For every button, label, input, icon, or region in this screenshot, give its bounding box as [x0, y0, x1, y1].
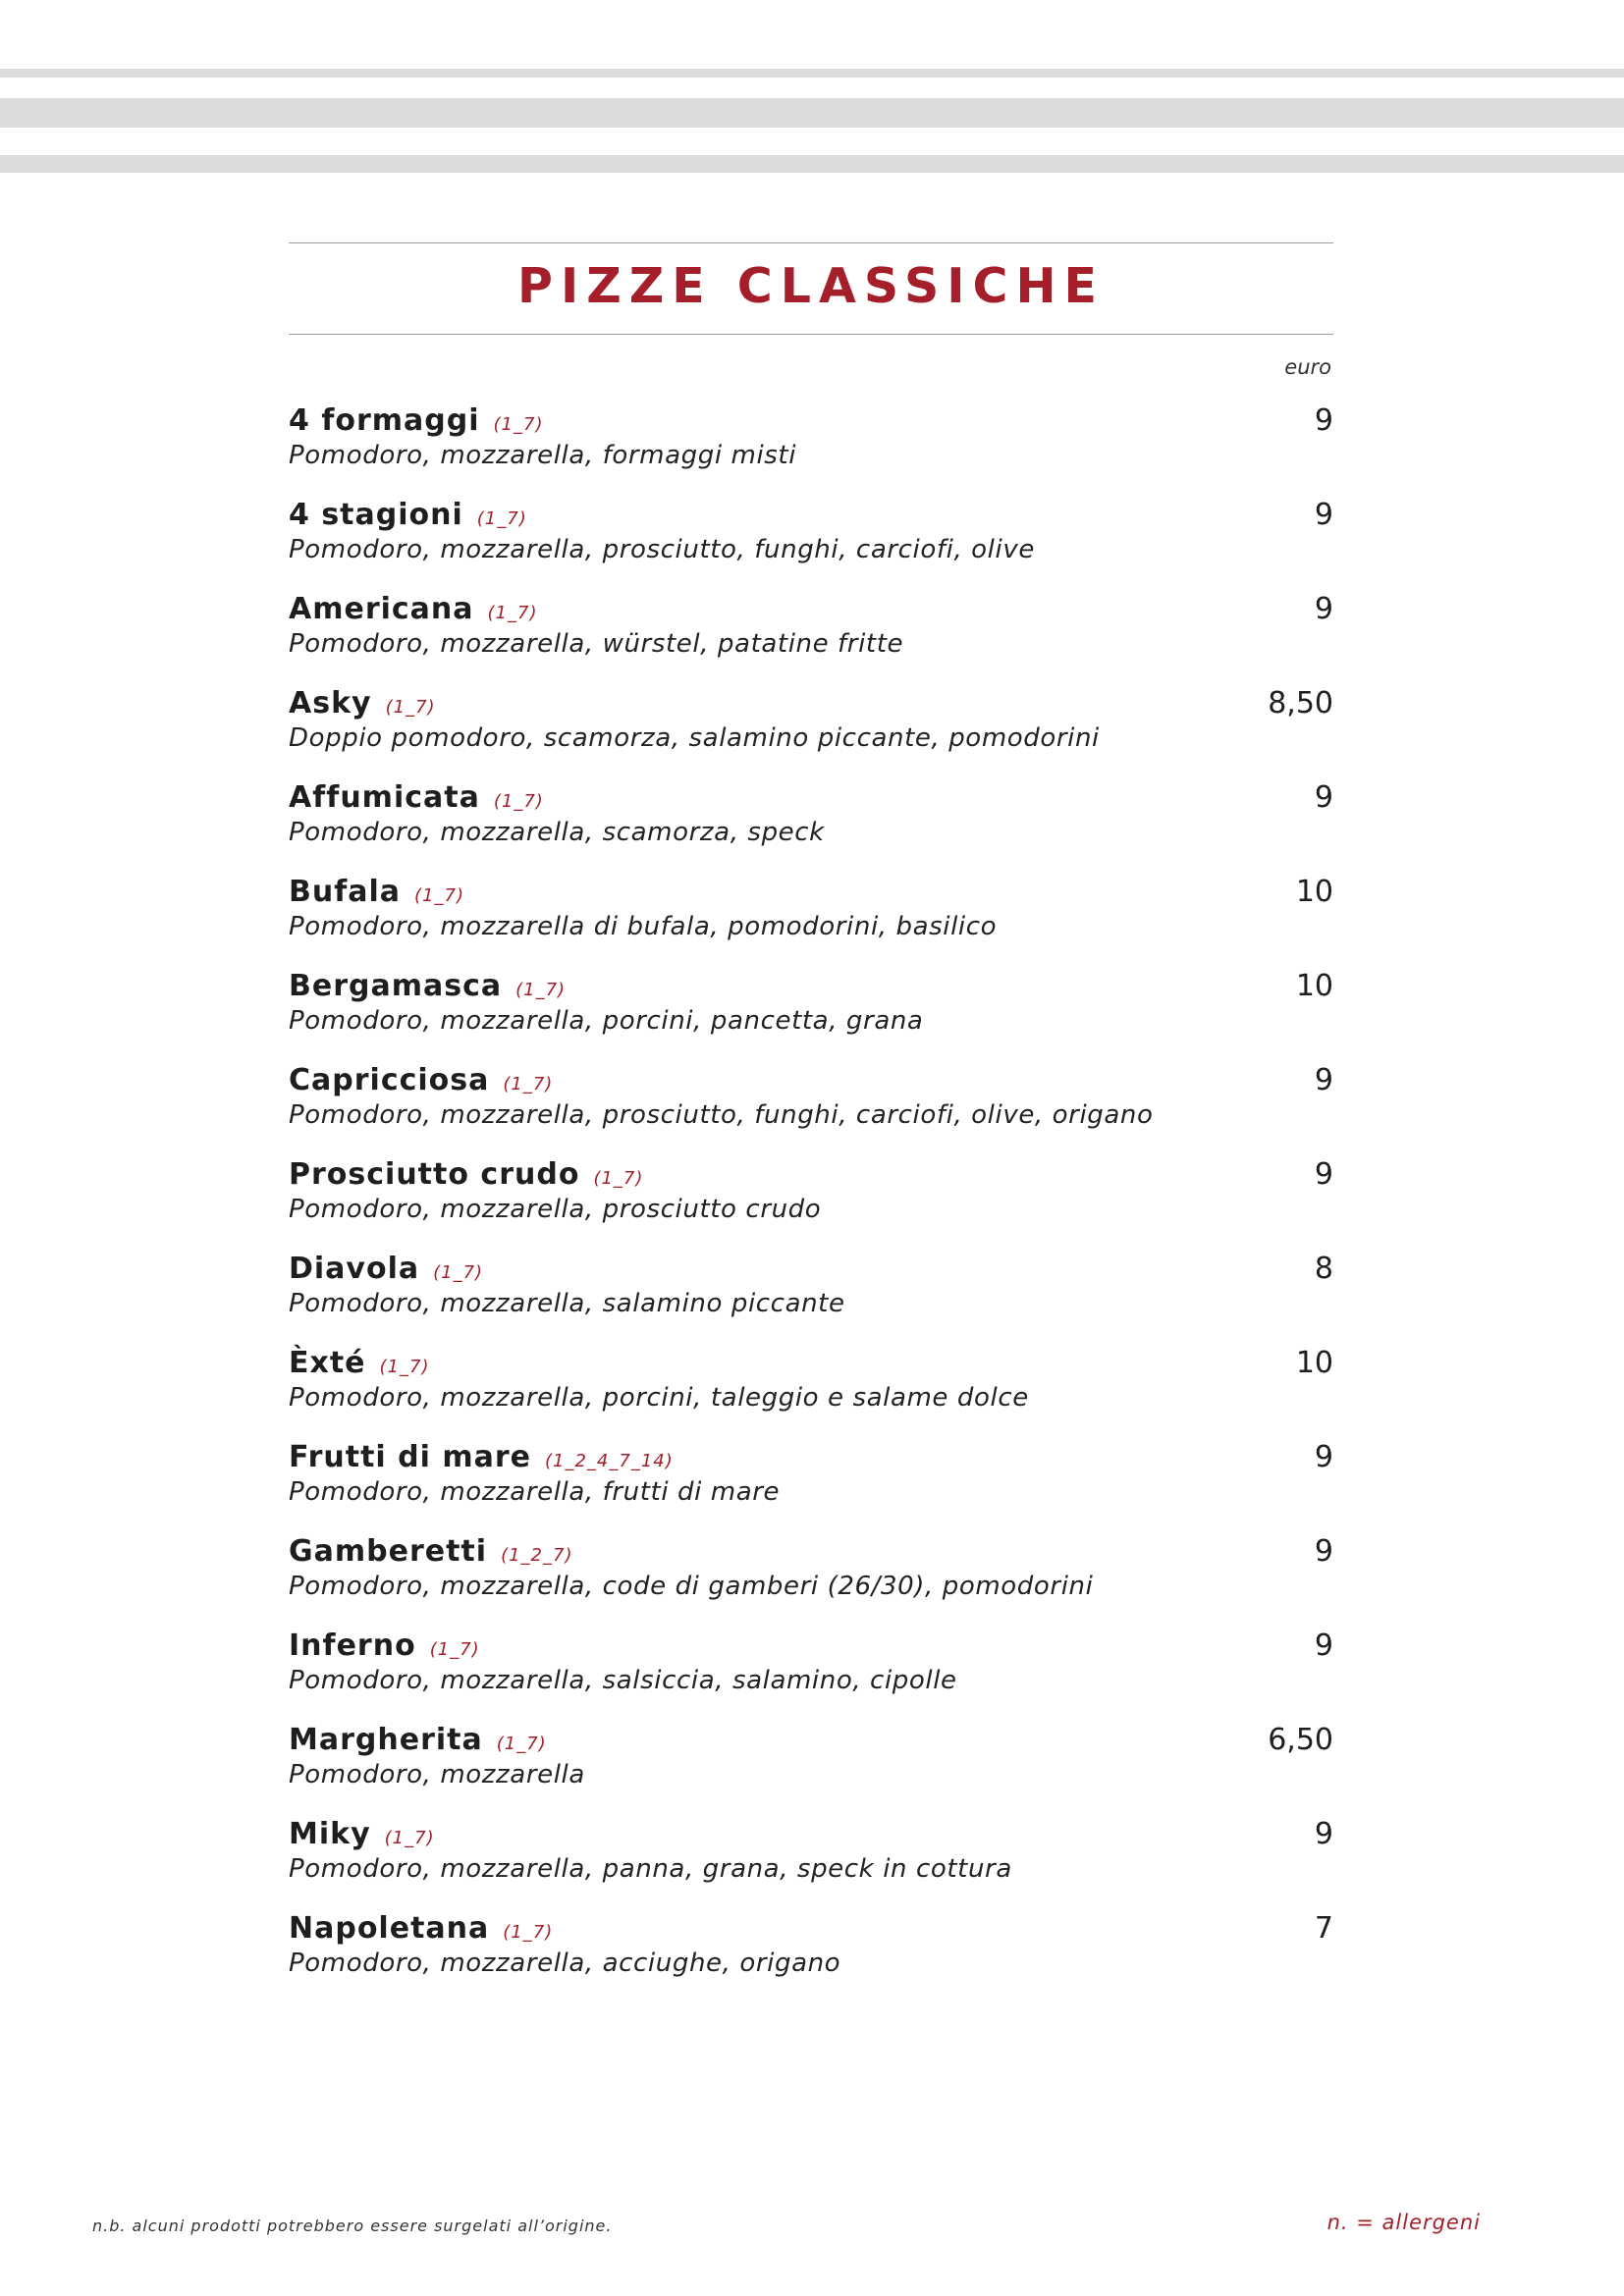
menu-item-description: Pomodoro, mozzarella, formaggi misti — [289, 441, 797, 470]
menu-item-name: Bufala — [289, 875, 402, 909]
menu-item-price: 6,50 — [1268, 1723, 1333, 1757]
menu-item-description: Pomodoro, mozzarella — [289, 1760, 585, 1789]
menu-item-description: Pomodoro, mozzarella, porcini, taleggio e salame dolce — [289, 1383, 1029, 1413]
menu-item-description: Pomodoro, mozzarella, porcini, pancetta, grana — [289, 1006, 924, 1036]
menu-item — [289, 591, 1333, 685]
menu-item-name: 4 stagioni — [289, 498, 463, 532]
menu-item-description: Pomodoro, mozzarella, acciughe, origano — [289, 1949, 841, 1978]
menu-list — [289, 402, 1333, 2004]
menu-item-header — [289, 591, 1333, 628]
menu-item — [289, 1156, 1333, 1251]
header-stripe — [0, 98, 1624, 128]
menu-item-description: Pomodoro, mozzarella, code di gamberi (26/30), pomodorini — [289, 1572, 1094, 1601]
menu-item — [289, 1062, 1333, 1156]
menu-item-header — [289, 874, 1333, 911]
menu-item — [289, 968, 1333, 1062]
menu-item-description: Pomodoro, mozzarella, prosciutto, funghi, carciofi, olive, origano — [289, 1100, 1154, 1130]
title-divider-bottom — [289, 334, 1333, 335]
menu-item-allergens: (1_7) — [487, 603, 538, 623]
menu-item-allergens: (1_7) — [379, 1357, 430, 1377]
menu-item-header — [289, 1628, 1333, 1665]
menu-item-price: 7 — [1314, 1911, 1333, 1946]
menu-item-price: 9 — [1314, 498, 1333, 532]
menu-item-description: Pomodoro, mozzarella, panna, grana, speck in cottura — [289, 1854, 1012, 1884]
menu-item-allergens: (1_7) — [493, 414, 544, 435]
page-title: PIZZE CLASSICHE — [517, 258, 1105, 314]
menu-item-name: Asky — [289, 686, 372, 721]
menu-item-price: 9 — [1314, 1534, 1333, 1569]
menu-item — [289, 1816, 1333, 1910]
menu-item-header — [289, 1251, 1333, 1288]
menu-item-price: 9 — [1314, 1629, 1333, 1663]
menu-item-allergens: (1_7) — [496, 1734, 547, 1754]
menu-item-header — [289, 1722, 1333, 1759]
menu-item-price: 10 — [1295, 969, 1333, 1003]
header-stripe — [0, 155, 1624, 173]
menu-item-price: 9 — [1314, 1817, 1333, 1851]
menu-item-name: Èxté — [289, 1346, 366, 1380]
menu-item-price: 8 — [1314, 1252, 1333, 1286]
menu-item-allergens: (1_7) — [384, 1828, 435, 1848]
menu-item — [289, 1910, 1333, 2004]
menu-item-header — [289, 968, 1333, 1005]
menu-item-name: Margherita — [289, 1723, 483, 1757]
menu-item-allergens: (1_7) — [476, 508, 527, 529]
menu-item-price: 9 — [1314, 403, 1333, 438]
menu-item-allergens: (1_7) — [385, 697, 436, 718]
title-divider-top — [289, 242, 1333, 243]
menu-item-price: 9 — [1314, 1063, 1333, 1097]
menu-item-header — [289, 402, 1333, 440]
menu-item — [289, 1533, 1333, 1628]
menu-item — [289, 1251, 1333, 1345]
menu-item — [289, 1439, 1333, 1533]
currency-label: euro — [1284, 355, 1331, 379]
menu-item-name: Bergamasca — [289, 969, 503, 1003]
menu-item-allergens: (1_2_7) — [501, 1545, 573, 1566]
menu-item-name: Affumicata — [289, 780, 480, 815]
menu-item-name: Frutti di mare — [289, 1440, 531, 1474]
menu-item-allergens: (1_7) — [429, 1639, 480, 1660]
menu-item-description: Pomodoro, mozzarella, prosciutto, funghi, carciofi, olive — [289, 535, 1035, 564]
menu-item — [289, 497, 1333, 591]
menu-item-allergens: (1_7) — [414, 885, 464, 906]
menu-item — [289, 1722, 1333, 1816]
menu-item-header — [289, 1439, 1333, 1476]
menu-item — [289, 685, 1333, 779]
menu-item-header — [289, 1533, 1333, 1571]
menu-item-header — [289, 1910, 1333, 1948]
allergen-legend: n. = allergeni — [1326, 2211, 1481, 2234]
menu-item-name: Capricciosa — [289, 1063, 490, 1097]
menu-item-header — [289, 779, 1333, 817]
menu-item-allergens: (1_7) — [433, 1262, 484, 1283]
menu-item-name: Inferno — [289, 1629, 416, 1663]
menu-item-header — [289, 1062, 1333, 1099]
menu-item-price: 9 — [1314, 780, 1333, 815]
menu-item-name: Diavola — [289, 1252, 420, 1286]
footnote: n.b. alcuni prodotti potrebbero essere surgelati all’origine. — [92, 2216, 613, 2235]
menu-item-name: Miky — [289, 1817, 371, 1851]
menu-item — [289, 779, 1333, 874]
menu-item-allergens: (1_7) — [503, 1922, 554, 1943]
menu-item-description: Doppio pomodoro, scamorza, salamino piccante, pomodorini — [289, 723, 1100, 753]
menu-item — [289, 1345, 1333, 1439]
menu-item-header — [289, 1156, 1333, 1194]
menu-item-allergens: (1_7) — [593, 1168, 644, 1189]
menu-item-description: Pomodoro, mozzarella, scamorza, speck — [289, 818, 825, 847]
menu-item-price: 9 — [1314, 592, 1333, 626]
menu-item-price: 9 — [1314, 1440, 1333, 1474]
menu-item-name: 4 formaggi — [289, 403, 480, 438]
menu-item-description: Pomodoro, mozzarella, frutti di mare — [289, 1477, 781, 1507]
menu-item-price: 10 — [1295, 875, 1333, 909]
menu-item-name: Americana — [289, 592, 474, 626]
menu-item-header — [289, 1816, 1333, 1853]
menu-item — [289, 874, 1333, 968]
menu-item-allergens: (1_7) — [515, 980, 567, 1000]
menu-item-price: 9 — [1314, 1157, 1333, 1192]
header-stripe — [0, 69, 1624, 78]
menu-item-description: Pomodoro, mozzarella, salamino piccante — [289, 1289, 845, 1318]
menu-item-description: Pomodoro, mozzarella, prosciutto crudo — [289, 1195, 822, 1224]
menu-item-header — [289, 497, 1333, 534]
menu-item — [289, 1628, 1333, 1722]
menu-item-allergens: (1_2_4_7_14) — [544, 1451, 674, 1471]
menu-item-allergens: (1_7) — [493, 791, 544, 812]
menu-item-description: Pomodoro, mozzarella, würstel, patatine fritte — [289, 629, 904, 659]
menu-item-name: Gamberetti — [289, 1534, 488, 1569]
menu-item — [289, 402, 1333, 497]
menu-item-price: 10 — [1295, 1346, 1333, 1380]
menu-item-allergens: (1_7) — [503, 1074, 554, 1095]
menu-item-header — [289, 685, 1333, 722]
menu-item-name: Napoletana — [289, 1911, 490, 1946]
menu-item-name: Prosciutto crudo — [289, 1157, 580, 1192]
menu-item-description: Pomodoro, mozzarella di bufala, pomodorini, basilico — [289, 912, 998, 941]
menu-item-header — [289, 1345, 1333, 1382]
menu-item-description: Pomodoro, mozzarella, salsiccia, salamino, cipolle — [289, 1666, 957, 1695]
menu-item-price: 8,50 — [1268, 686, 1333, 721]
